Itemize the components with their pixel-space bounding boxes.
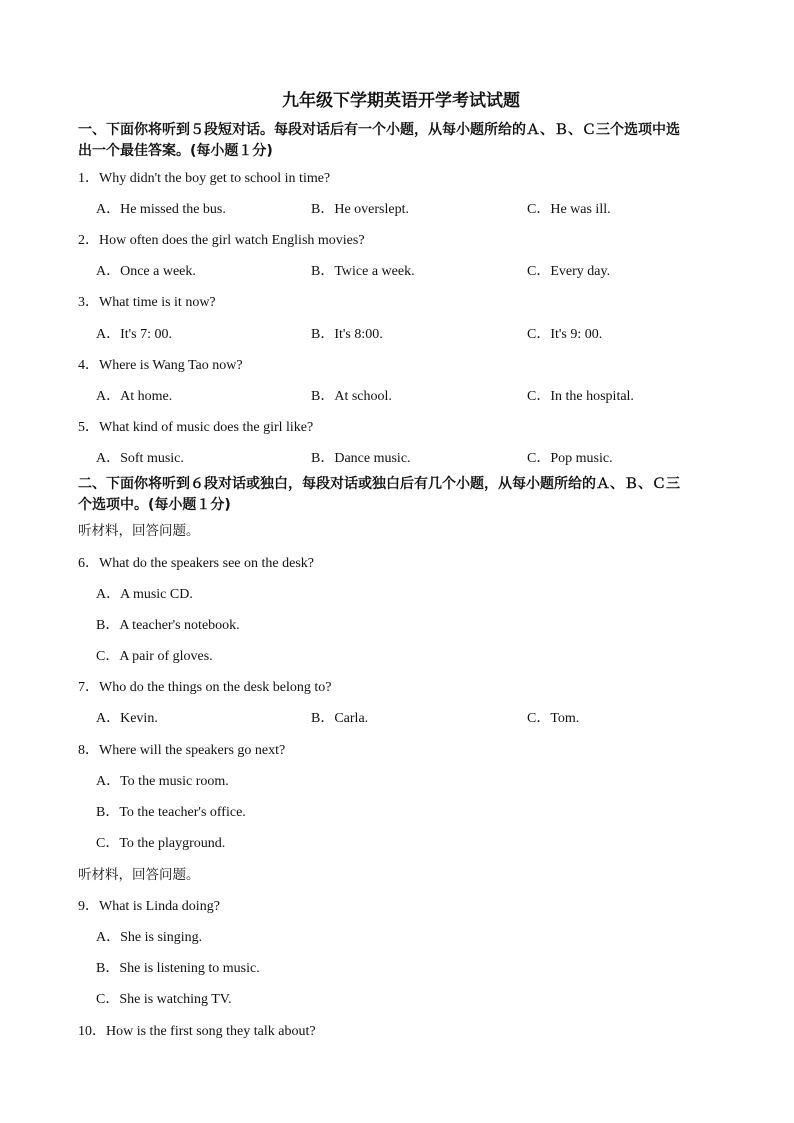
section2-heading-line2: 个选项中。(每小题１分): [78, 497, 231, 513]
option-5b: B．Dance music.: [311, 451, 411, 466]
question-3: 3．What time is it now?: [78, 295, 216, 310]
option-4c: C．In the hospital.: [527, 389, 634, 404]
section1-heading-line1: 一、下面你将听到５段短对话。每段对话后有一个小题，从每小题所给的Ａ、Ｂ、Ｃ三个选项中选: [78, 122, 680, 138]
question-2: 2．How often does the girl watch English movies?: [78, 233, 365, 248]
section1-heading-line2: 出一个最佳答案。(每小题１分): [78, 143, 273, 159]
option-8a: A．To the music room.: [96, 774, 229, 789]
question-9: 9．What is Linda doing?: [78, 899, 220, 914]
option-3c: C．It's 9: 00.: [527, 327, 603, 342]
option-2a: A．Once a week.: [96, 264, 196, 279]
option-1a: A．He missed the bus.: [96, 202, 226, 217]
option-9a: A．She is singing.: [96, 930, 203, 945]
option-2c: C．Every day.: [527, 264, 611, 279]
option-7c: C．Tom.: [527, 711, 580, 726]
option-4a: A．At home.: [96, 389, 173, 404]
option-6c: C．A pair of gloves.: [96, 649, 213, 664]
instruction-2: 听材料，回答问题。: [78, 867, 200, 883]
instruction-1: 听材料，回答问题。: [78, 523, 200, 539]
section2-heading-line1: 二、下面你将听到６段对话或独白，每段对话或独白后有几个小题，从每小题所给的Ａ、Ｂ、Ｃ三: [78, 476, 680, 492]
question-7: 7．Who do the things on the desk belong to?: [78, 680, 332, 695]
question-1: 1．Why didn't the boy get to school in time?: [78, 171, 331, 186]
option-6a: A．A music CD.: [96, 587, 193, 602]
option-5a: A．Soft music.: [96, 451, 184, 466]
question-8: 8．Where will the speakers go next?: [78, 743, 286, 758]
option-3a: A．It's 7: 00.: [96, 327, 173, 342]
option-4b: B．At school.: [311, 389, 392, 404]
question-4: 4．Where is Wang Tao now?: [78, 358, 243, 373]
option-7b: B．Carla.: [311, 711, 369, 726]
option-1c: C．He was ill.: [527, 202, 611, 217]
option-5c: C．Pop music.: [527, 451, 613, 466]
question-10: 10．How is the first song they talk about?: [78, 1024, 316, 1039]
question-6: 6．What do the speakers see on the desk?: [78, 556, 314, 571]
page-title: 九年级下学期英语开学考试试题: [282, 91, 520, 111]
option-6b: B．A teacher's notebook.: [96, 618, 240, 633]
question-5: 5．What kind of music does the girl like?: [78, 420, 314, 435]
option-1b: B．He overslept.: [311, 202, 409, 217]
option-2b: B．Twice a week.: [311, 264, 415, 279]
option-9c: C．She is watching TV.: [96, 992, 232, 1007]
option-3b: B．It's 8:00.: [311, 327, 383, 342]
option-8b: B．To the teacher's office.: [96, 805, 246, 820]
option-7a: A．Kevin.: [96, 711, 158, 726]
option-9b: B．She is listening to music.: [96, 961, 260, 976]
option-8c: C．To the playground.: [96, 836, 226, 851]
